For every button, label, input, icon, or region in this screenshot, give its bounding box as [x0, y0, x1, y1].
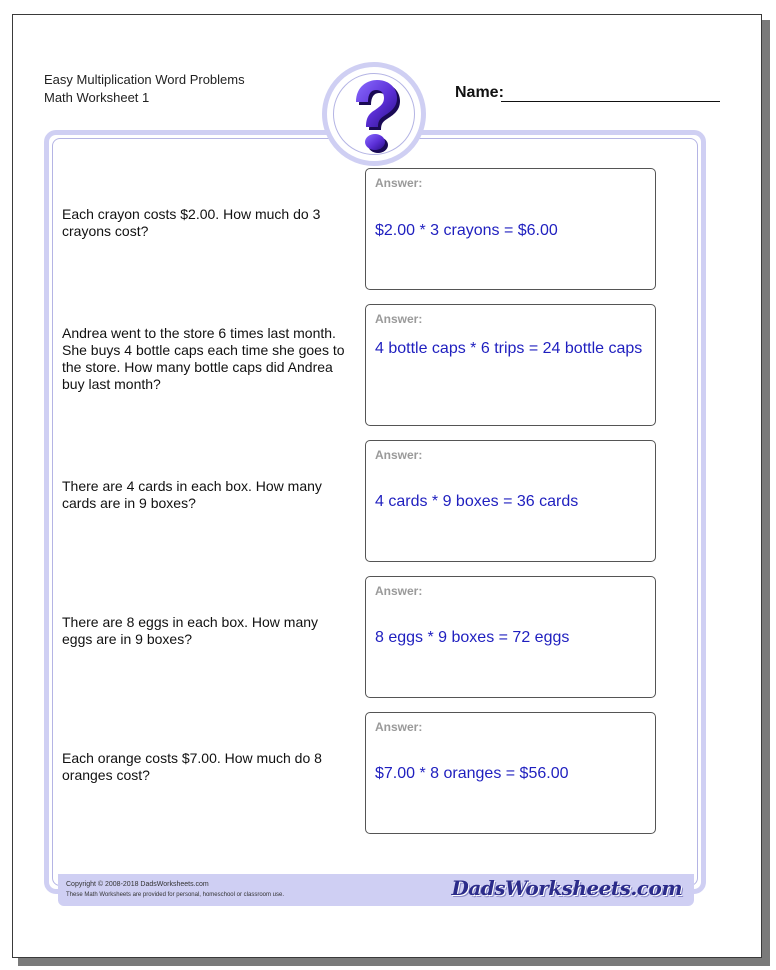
worksheet-title: Easy Multiplication Word Problems — [44, 72, 245, 87]
question-text: Each orange costs $7.00. How much do 8 oranges cost? — [62, 750, 322, 783]
question-text: There are 8 eggs in each box. How many eggs are in 9 boxes? — [62, 614, 319, 647]
answer-label: Answer: — [375, 176, 423, 190]
question-text: Each crayon costs $2.00. How much do 3 crayons cost? — [62, 206, 321, 239]
problem-row — [52, 168, 698, 290]
answer-text: 4 bottle caps * 6 trips = 24 bottle caps — [375, 340, 643, 357]
answer-text: 4 cards * 9 boxes = 36 cards — [375, 493, 579, 510]
worksheet-subtitle: Math Worksheet 1 — [44, 90, 150, 105]
answer-label: Answer: — [375, 448, 423, 462]
answer-text: $7.00 * 8 oranges = $56.00 — [375, 765, 569, 782]
copyright-text: Copyright © 2008-2018 DadsWorksheets.com — [66, 881, 209, 888]
problem-row — [52, 304, 698, 426]
answer-text: $2.00 * 3 crayons = $6.00 — [375, 222, 558, 239]
answer-box[interactable] — [365, 712, 656, 834]
name-underline[interactable] — [501, 101, 720, 102]
dadsworksheets-logo[interactable]: DadsWorksheets.com — [451, 876, 682, 900]
name-label: Name: — [455, 84, 504, 101]
usage-note: These Math Worksheets are provided for personal, homeschool or classroom use. — [66, 892, 284, 898]
answer-label: Answer: — [375, 584, 423, 598]
question-badge — [322, 62, 426, 166]
worksheet-footer — [58, 874, 694, 906]
question-text: There are 4 cards in each box. How many cards are in 9 boxes? — [62, 478, 322, 511]
problem-row — [52, 576, 698, 698]
question-text: Andrea went to the store 6 times last month. She buys 4 bottle caps each time she goes to the store. How many bottle caps did Andrea buy last month? — [62, 325, 345, 392]
answer-box[interactable] — [365, 304, 656, 426]
problem-row — [52, 712, 698, 834]
answer-label: Answer: — [375, 720, 423, 734]
answer-box[interactable] — [365, 576, 656, 698]
question-mark-icon — [344, 76, 404, 156]
problem-row — [52, 440, 698, 562]
answer-text: 8 eggs * 9 boxes = 72 eggs — [375, 629, 570, 646]
answer-box[interactable] — [365, 440, 656, 562]
name-field[interactable] — [455, 84, 720, 106]
answer-box[interactable] — [365, 168, 656, 290]
answer-label: Answer: — [375, 312, 423, 326]
